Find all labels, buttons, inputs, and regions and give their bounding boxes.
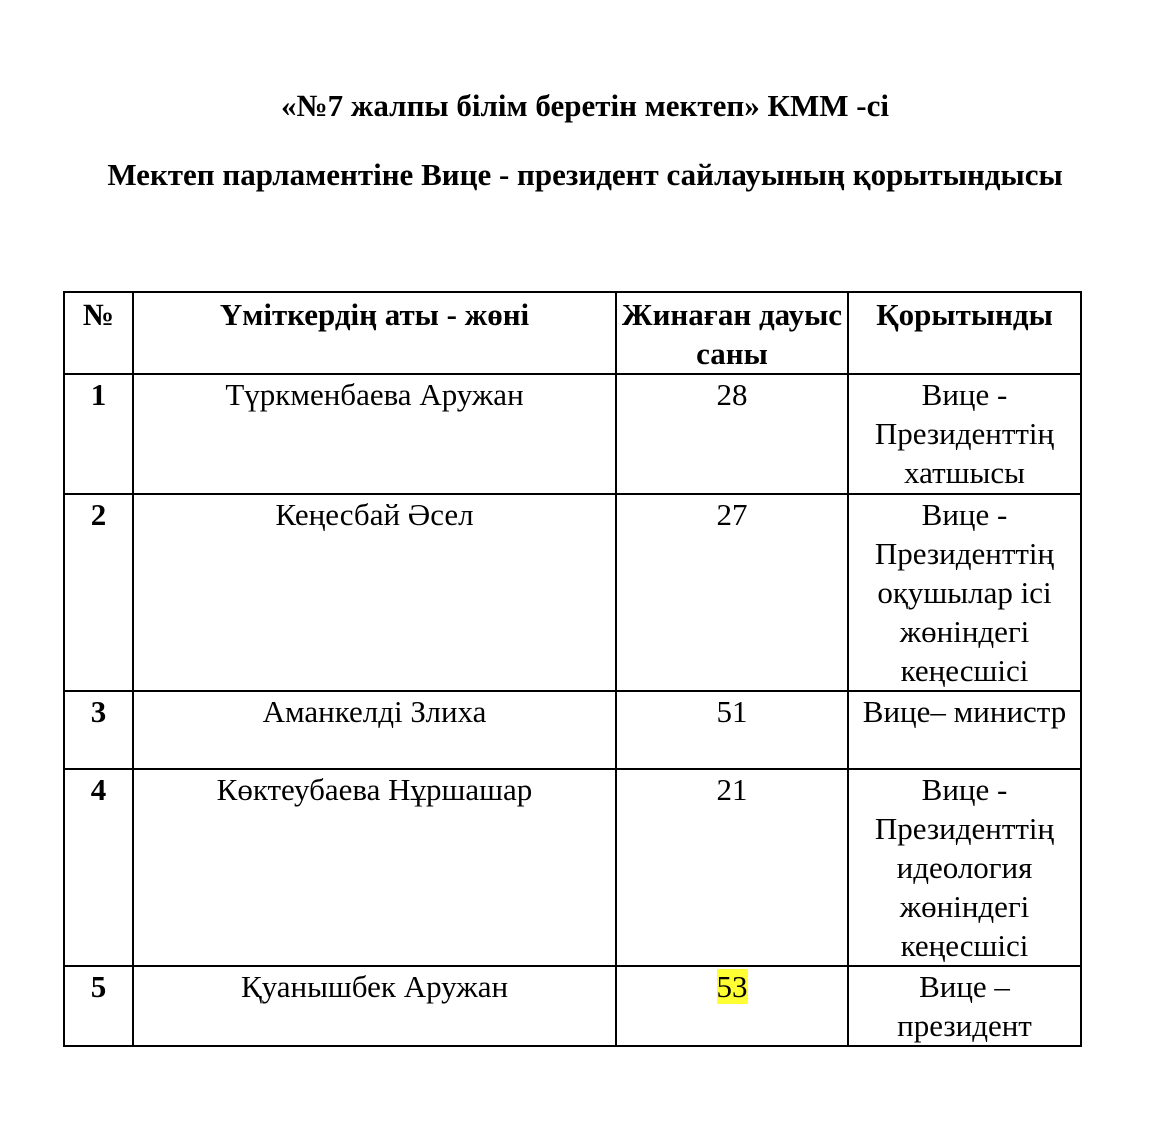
row-number: 3 (64, 691, 133, 769)
highlighted-vote-count: 53 (716, 969, 748, 1004)
result-position: Вице - Президенттің хатшысы (848, 374, 1081, 494)
candidate-name: Түркменбаева Аружан (133, 374, 616, 494)
header-number: № (64, 292, 133, 374)
table-row (64, 691, 1081, 769)
result-position: Вице – президент (848, 966, 1081, 1046)
vote-count: 21 (616, 769, 848, 966)
vote-count: 51 (616, 691, 848, 769)
table-row (64, 374, 1081, 494)
table-row (64, 966, 1081, 1046)
vote-count: 27 (616, 494, 848, 691)
result-position: Вице - Президенттің оқушылар ісі жөніндегі кеңесшісі (848, 494, 1081, 691)
vote-count (616, 966, 848, 1046)
row-number: 5 (64, 966, 133, 1046)
header-result: Қорытынды (848, 292, 1081, 374)
row-number: 2 (64, 494, 133, 691)
candidate-name: Аманкелді Злиха (133, 691, 616, 769)
row-number: 1 (64, 374, 133, 494)
table-header-row (64, 292, 1081, 374)
vote-count: 28 (616, 374, 848, 494)
election-results-table (63, 291, 1082, 1047)
candidate-name: Қуанышбек Аружан (133, 966, 616, 1046)
header-votes: Жинаған дауыс саны (616, 292, 848, 374)
result-position: Вице– министр (848, 691, 1081, 769)
result-position: Вице - Президенттің идеология жөніндегі кеңесшісі (848, 769, 1081, 966)
header-candidate-name: Үміткердің аты - жөні (133, 292, 616, 374)
candidate-name: Кеңесбай Әсел (133, 494, 616, 691)
table-row (64, 494, 1081, 691)
document-title: «№7 жалпы білім беретін мектеп» КММ -сі (281, 88, 889, 123)
row-number: 4 (64, 769, 133, 966)
document-subtitle: Мектеп парламентіне Вице - президент сайлауының қорытындысы (107, 157, 1063, 192)
candidate-name: Көктеубаева Нұршашар (133, 769, 616, 966)
table-row (64, 769, 1081, 966)
